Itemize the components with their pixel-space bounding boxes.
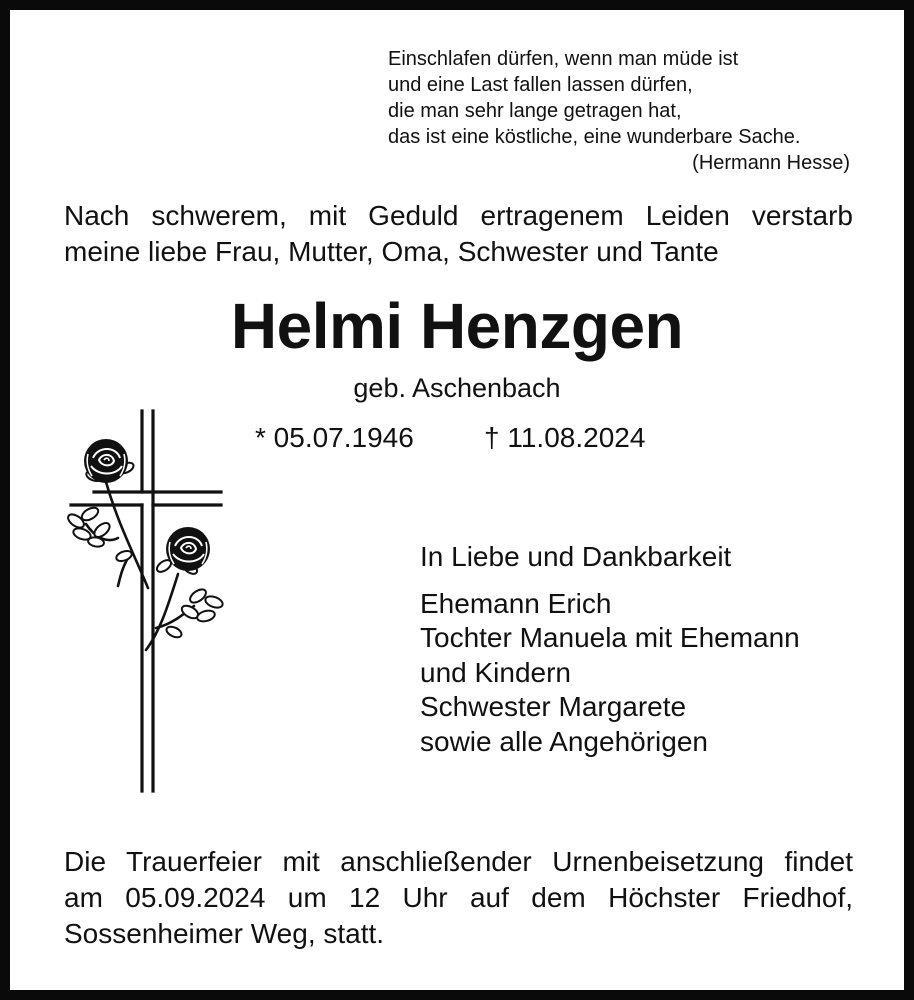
mourners-block <box>420 540 880 759</box>
poem-line: das ist eine köstliche, eine wunderbare Sache. <box>388 126 801 148</box>
intro-line: meine liebe Frau, Mutter, Oma, Schwester und Tante <box>64 236 719 267</box>
poem-block <box>388 46 854 176</box>
funeral-details <box>64 844 853 952</box>
mourner-line: sowie alle Angehörigen <box>420 725 708 757</box>
maiden-name: geb. Aschenbach <box>353 373 561 403</box>
mourner-line: Ehemann Erich <box>420 587 612 619</box>
poem-line: Einschlafen dürfen, wenn man müde ist <box>388 48 739 70</box>
poem-line: und eine Last fallen lassen dürfen, <box>388 74 693 96</box>
funeral-line: Die Trauerfeier mit anschließender Urnenbeisetzung findet <box>64 846 853 877</box>
poem-author: (Hermann Hesse) <box>692 152 850 174</box>
poem-line: die man sehr lange getragen hat, <box>388 100 682 122</box>
mourner-line: und Kindern <box>420 656 572 688</box>
deceased-name: Helmi Henzgen <box>230 290 684 362</box>
intro-line: Nach schwerem, mit Geduld ertragenem Leiden verstarb <box>64 200 853 231</box>
funeral-line: am 05.09.2024 um 12 Uhr auf dem Höchster Friedhof, <box>64 882 853 913</box>
mourner-line: Tochter Manuela mit Ehemann <box>420 622 800 653</box>
mourner-line: Schwester Margarete <box>420 691 687 722</box>
intro-text <box>64 198 853 270</box>
birth-date: * 05.07.1946 <box>255 422 414 453</box>
cross-with-roses-icon <box>66 406 226 796</box>
funeral-line: Sossenheimer Weg, statt. <box>64 918 385 949</box>
death-date: † 11.08.2024 <box>484 422 646 453</box>
mourners-heading: In Liebe und Dankbarkeit <box>420 541 732 572</box>
